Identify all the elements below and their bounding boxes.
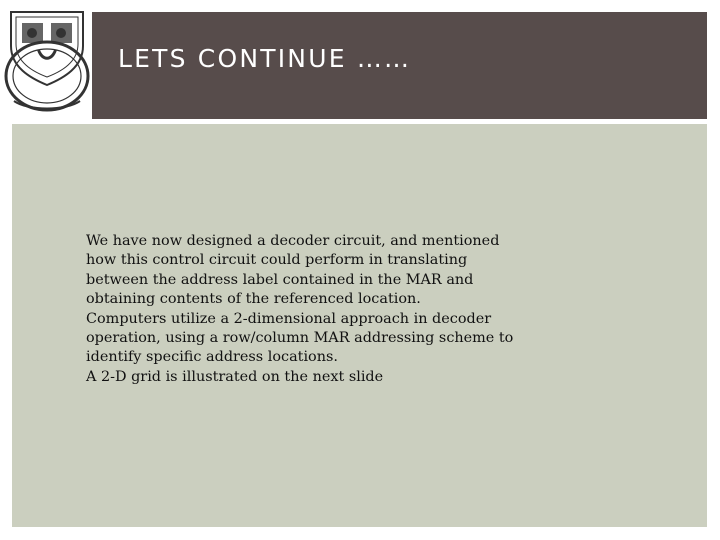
body-line: identify specific address locations. (86, 349, 338, 366)
slide-title: LETS CONTINUE …… (118, 44, 412, 73)
body-line: obtaining contents of the referenced location. (86, 291, 421, 308)
content-panel (12, 124, 707, 527)
body-line: operation, using a row/column MAR addressing scheme to (86, 330, 514, 347)
body-line: how this control circuit could perform in translating (86, 252, 468, 269)
slide-body-text (86, 232, 696, 387)
college-crest-icon (0, 0, 92, 122)
body-line: Computers utilize a 2-dimensional approach in decoder (86, 310, 492, 327)
body-line: A 2-D grid is illustrated on the next slide (86, 368, 384, 385)
body-line: We have now designed a decoder circuit, and mentioned (86, 233, 500, 249)
college-logo (0, 0, 92, 122)
body-line: between the address label contained in the MAR and (86, 271, 474, 288)
